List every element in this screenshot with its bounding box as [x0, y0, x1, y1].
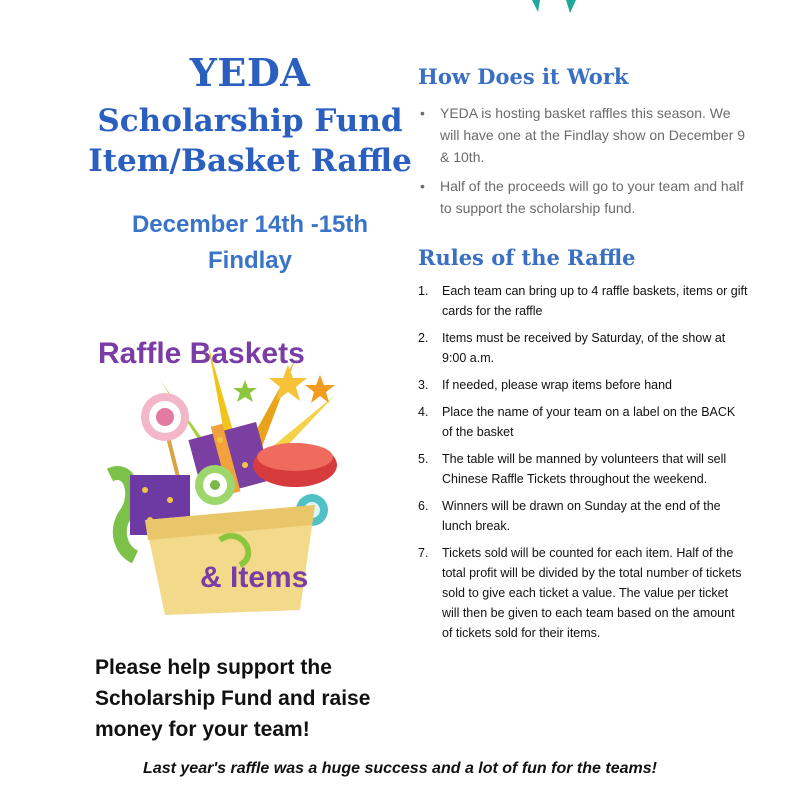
rules-heading: Rules of the Raffle	[418, 245, 636, 270]
rule-number: 4.	[418, 405, 429, 419]
title-line-2: Item/Basket Raffle	[88, 143, 412, 179]
event-title-block	[80, 40, 420, 279]
star-icon	[233, 380, 257, 402]
event-dates: December 14th -15th	[131, 211, 369, 238]
footer-note: Last year's raffle was a huge success and a lot of fun for the teams!	[143, 760, 657, 777]
rule-number: 5.	[418, 452, 429, 466]
basket-icon	[145, 505, 315, 615]
rule-number: 7.	[418, 546, 429, 560]
event-location: Findlay	[207, 247, 292, 274]
rule-text: If needed, please wrap items before hand	[442, 378, 673, 392]
rule-item	[418, 543, 748, 643]
art-subtitle: & Items	[200, 561, 309, 594]
rule-item	[418, 375, 748, 395]
org-title: YEDA	[189, 50, 311, 95]
rule-item	[418, 281, 748, 321]
rule-text: The table will be manned by volunteers that will sell Chinese Raffle Tickets throughout the weekend.	[442, 452, 727, 486]
how-bullets	[418, 102, 748, 219]
star-icon	[269, 365, 307, 401]
rule-text: Place the name of your team on a label on the BACK of the basket	[442, 405, 736, 439]
support-message: Please help support the Scholarship Fund and raise money for your team!	[95, 656, 371, 741]
rule-text: Winners will be drawn on Sunday at the end of the lunch break.	[442, 499, 721, 533]
logo-mark	[530, 0, 580, 14]
raffle-baskets-illustration	[90, 325, 360, 625]
title-line-1: Scholarship Fund	[97, 103, 403, 139]
candy-icon	[195, 465, 235, 505]
rule-item	[418, 328, 748, 368]
bullet-item: • Half of the proceeds will go to your team and half to support the scholarship fund.	[418, 175, 748, 219]
rule-number: 6.	[418, 499, 429, 513]
bullet-item: • YEDA is hosting basket raffles this season. We will have one at the Findlay show on December 9 & 10th.	[418, 102, 748, 168]
info-column	[418, 62, 748, 650]
art-title: Raffle Baskets	[98, 337, 305, 370]
rule-item	[418, 496, 748, 536]
rules-list	[418, 281, 748, 643]
rule-item	[418, 402, 748, 442]
rule-number: 1.	[418, 284, 429, 298]
rule-item	[418, 449, 748, 489]
rule-number: 3.	[418, 378, 429, 392]
heart-box-icon	[253, 443, 337, 487]
how-heading: How Does it Work	[418, 64, 629, 89]
rule-text: Items must be received by Saturday, of the show at 9:00 a.m.	[442, 331, 726, 365]
rule-text: Each team can bring up to 4 raffle baskets, items or gift cards for the raffle	[442, 284, 748, 318]
rule-text: Tickets sold will be counted for each item. Half of the total profit will be divided by the total number of tickets sold to give each ticket a value. The value per ticket will then be given to each team based on the amount of tickets sold for their items.	[442, 546, 742, 640]
rule-number: 2.	[418, 331, 429, 345]
